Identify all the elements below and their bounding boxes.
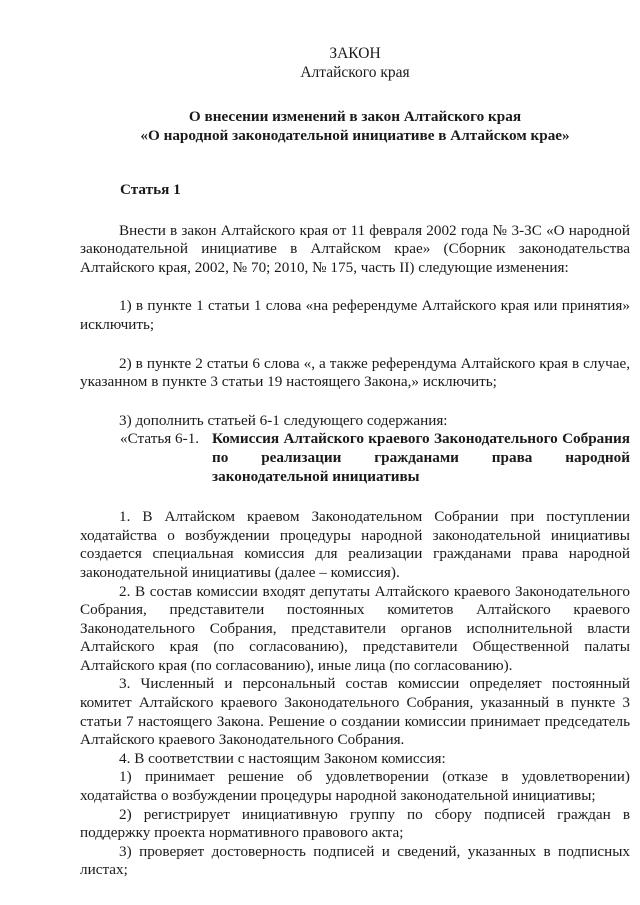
commission-duty-3: 3) проверяет достоверность подписей и сведений, указанных в подписных листах;	[80, 842, 630, 879]
intro-paragraph: Внести в закон Алтайского края от 11 февраля 2002 года № 3-ЗС «О народной законодательной инициативе в Алтайском крае» (Сборник законодательства Алтайского края, 2002, № 70; 2010, № 175, часть II) следующие изменения:	[80, 221, 630, 276]
new-article-label: «Статья 6-1.	[120, 430, 200, 448]
article-paragraph-3: 3. Численный и персональный состав комиссии определяет постоянный комитет Алтайского краевого Законодательного Собрания, указанный в пункте 3 статьи 7 настоящего Закона. Решение о создании комиссии принимает председатель Алтайского краевого Законодательного Собрания.	[80, 675, 630, 749]
law-title-line-2: «О народной законодательной инициативе в Алтайском крае»	[140, 127, 570, 144]
amendment-item-1: 1) в пункте 1 статьи 1 слова «на референдуме Алтайского края или принятия» исключить;	[80, 297, 630, 333]
article-paragraph-2: 2. В состав комиссии входят депутаты Алтайского краевого Законодательного Собрания, представители постоянных комитетов Алтайского краевого Законодательного Собрания, представители органов исполнительной власти Алтайского края (по согласованию), представители Общественной палаты Алтайского края (по согласованию), иные лица (по согласованию).	[80, 582, 630, 674]
article-heading: Статья 1	[120, 181, 181, 198]
commission-duty-1: 1) принимает решение об удовлетворении (отказе в удовлетворении) ходатайства о возбуждении процедуры народной законодательной инициативы;	[80, 768, 630, 805]
law-title-line-1: О внесении изменений в закон Алтайского края	[188, 108, 522, 125]
law-title	[80, 107, 630, 145]
article-paragraph-4: 4. В соответствии с настоящим Законом комиссия:	[119, 749, 446, 767]
new-article-heading-block	[80, 430, 630, 486]
document-type-heading: ЗАКОН	[329, 45, 381, 62]
commission-duty-2: 2) регистрирует инициативную группу по сбору подписей граждан в поддержку проекта нормативного правового акта;	[80, 805, 630, 842]
article-paragraph-1: 1. В Алтайском краевом Законодательном Собрании при поступлении ходатайства о возбуждении процедуры народной законодательной инициативы создается специальная комиссия для реализации гражданами права народной законодательной инициативы (далее – комиссия).	[80, 508, 630, 581]
document-region-heading: Алтайского края	[300, 64, 410, 81]
new-article-title: Комиссия Алтайского краевого Законодательного Собрания по реализации гражданами права народной законодательной инициативы	[212, 430, 630, 485]
amendment-item-3: 3) дополнить статьей 6-1 следующего содержания:	[119, 411, 448, 429]
amendment-item-2: 2) в пункте 2 статьи 6 слова «, а также референдума Алтайского края в случае, указанном в пункте 3 статьи 19 настоящего Закона,» исключить;	[80, 354, 630, 391]
